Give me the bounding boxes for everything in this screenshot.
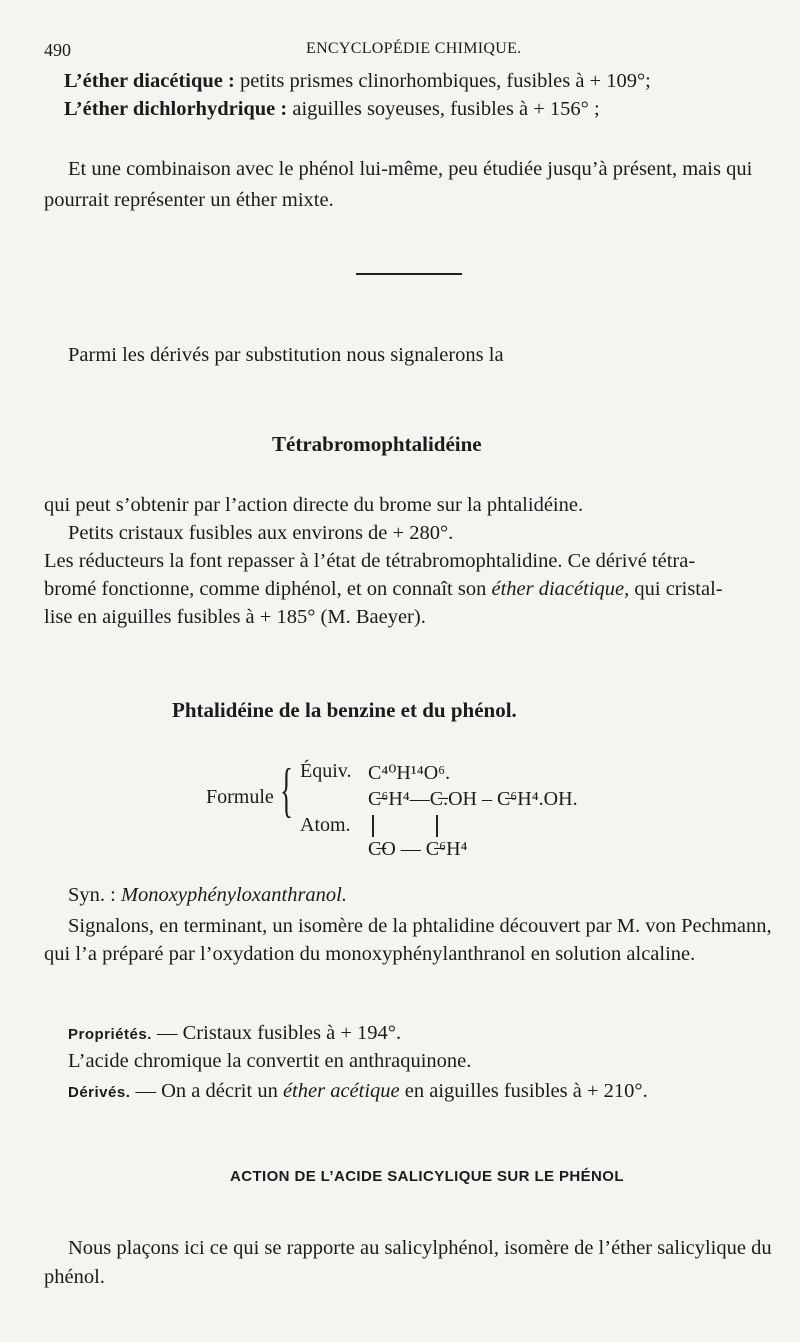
section-divider [356, 273, 462, 275]
formula-bond-left [372, 815, 374, 837]
derives-text1: — On a décrit un [130, 1080, 283, 1102]
paragraph-salicylphenol: Nous plaçons ici ce qui se rapporte au salicylphénol, isomère de l’éther salicylique du phénol. [44, 1237, 772, 1288]
page-number: 490 [44, 40, 71, 60]
ether-dichlorhydrique-desc: aiguilles soyeuses, fusibles à + 156° ; [287, 98, 600, 120]
proprietes-line [68, 1022, 401, 1045]
proprietes-text: — Cristaux fusibles à + 194°. [151, 1022, 402, 1044]
para3-line4 [44, 578, 723, 601]
paragraph-combinaison: Et une combinaison avec le phénol lui-même, peu étudiée jusqu’à présent, mais qui pourrait représenter un éther mixte. [44, 158, 753, 211]
formula-atom-label: Atom. [300, 814, 351, 836]
para3-line3: Les réducteurs la font repasser à l’état de tétrabromophtalidine. Ce dérivé tétra- [44, 550, 696, 572]
ether-diacetique-desc: petits prismes clinorhombiques, fusibles à + 109°; [234, 70, 651, 92]
formula-brace: { [280, 757, 293, 823]
derives-line [68, 1080, 648, 1103]
formula-row1: C̶⁶H⁴—C̶.OH – C̶⁶H⁴.OH. [368, 788, 578, 810]
para3-line2: Petits cristaux fusibles aux environs de + 280°. [68, 522, 454, 544]
formula-label: Formule [206, 786, 274, 808]
section-heading-salicylique: ACTION DE L’ACIDE SALICYLIQUE SUR LE PHÉNOL [230, 1168, 624, 1185]
heading-phtalideine-benzine-phenol: Phtalidéine de la benzine et du phénol. [172, 698, 517, 722]
ether-dichlorhydrique-line [64, 98, 600, 121]
derives-italic: éther acétique [282, 1080, 400, 1102]
formula-bond-right [436, 815, 438, 837]
proprietes-label: Propriétés. [68, 1026, 152, 1043]
para3-italic-ether: éther diacétique, [491, 578, 630, 600]
para3-line5: lise en aiguilles fusibles à + 185° (M. Baeyer). [44, 606, 426, 628]
ether-diacetique-line [64, 70, 651, 93]
formula-equiv-label: Équiv. [300, 760, 352, 782]
chromic-line: L’acide chromique la convertit en anthraquinone. [68, 1050, 472, 1072]
derives-label: Dérivés. [68, 1084, 131, 1101]
synonym-line [68, 884, 347, 907]
paragraph-isomere: Signalons, en terminant, un isomère de la phtalidine découvert par M. von Pechmann, qui l’a préparé par l’oxydation du monoxyphénylanthranol en solution alcaline. [44, 915, 772, 965]
para3-line1: qui peut s’obtenir par l’action directe du brome sur la phtalidéine. [44, 494, 584, 516]
derives-text2: en aiguilles fusibles à + 210°. [399, 1080, 648, 1102]
paragraph-derives-substitution: Parmi les dérivés par substitution nous signalerons la [68, 344, 504, 366]
running-title: ENCYCLOPÉDIE CHIMIQUE. [306, 40, 522, 57]
synonym-name: Monoxyphényloxanthranol. [120, 884, 347, 906]
synonym-label: Syn. : [68, 884, 116, 906]
para3-line4-text: bromé fonctionne, comme diphénol, et on connaît son [44, 578, 487, 600]
para3-line4-end: qui cristal- [629, 578, 723, 600]
term-ether-diacetique: L’éther diacétique : [64, 70, 235, 92]
term-ether-dichlorhydrique: L’éther dichlorhydrique : [64, 98, 288, 120]
formula-row2: C̶O — C̶⁶H⁴ [368, 838, 468, 860]
formula-equiv: C⁴⁰H¹⁴O⁶. [368, 762, 451, 784]
heading-tetrabromophtalideine: Tétrabromophtalidéine [272, 432, 482, 456]
